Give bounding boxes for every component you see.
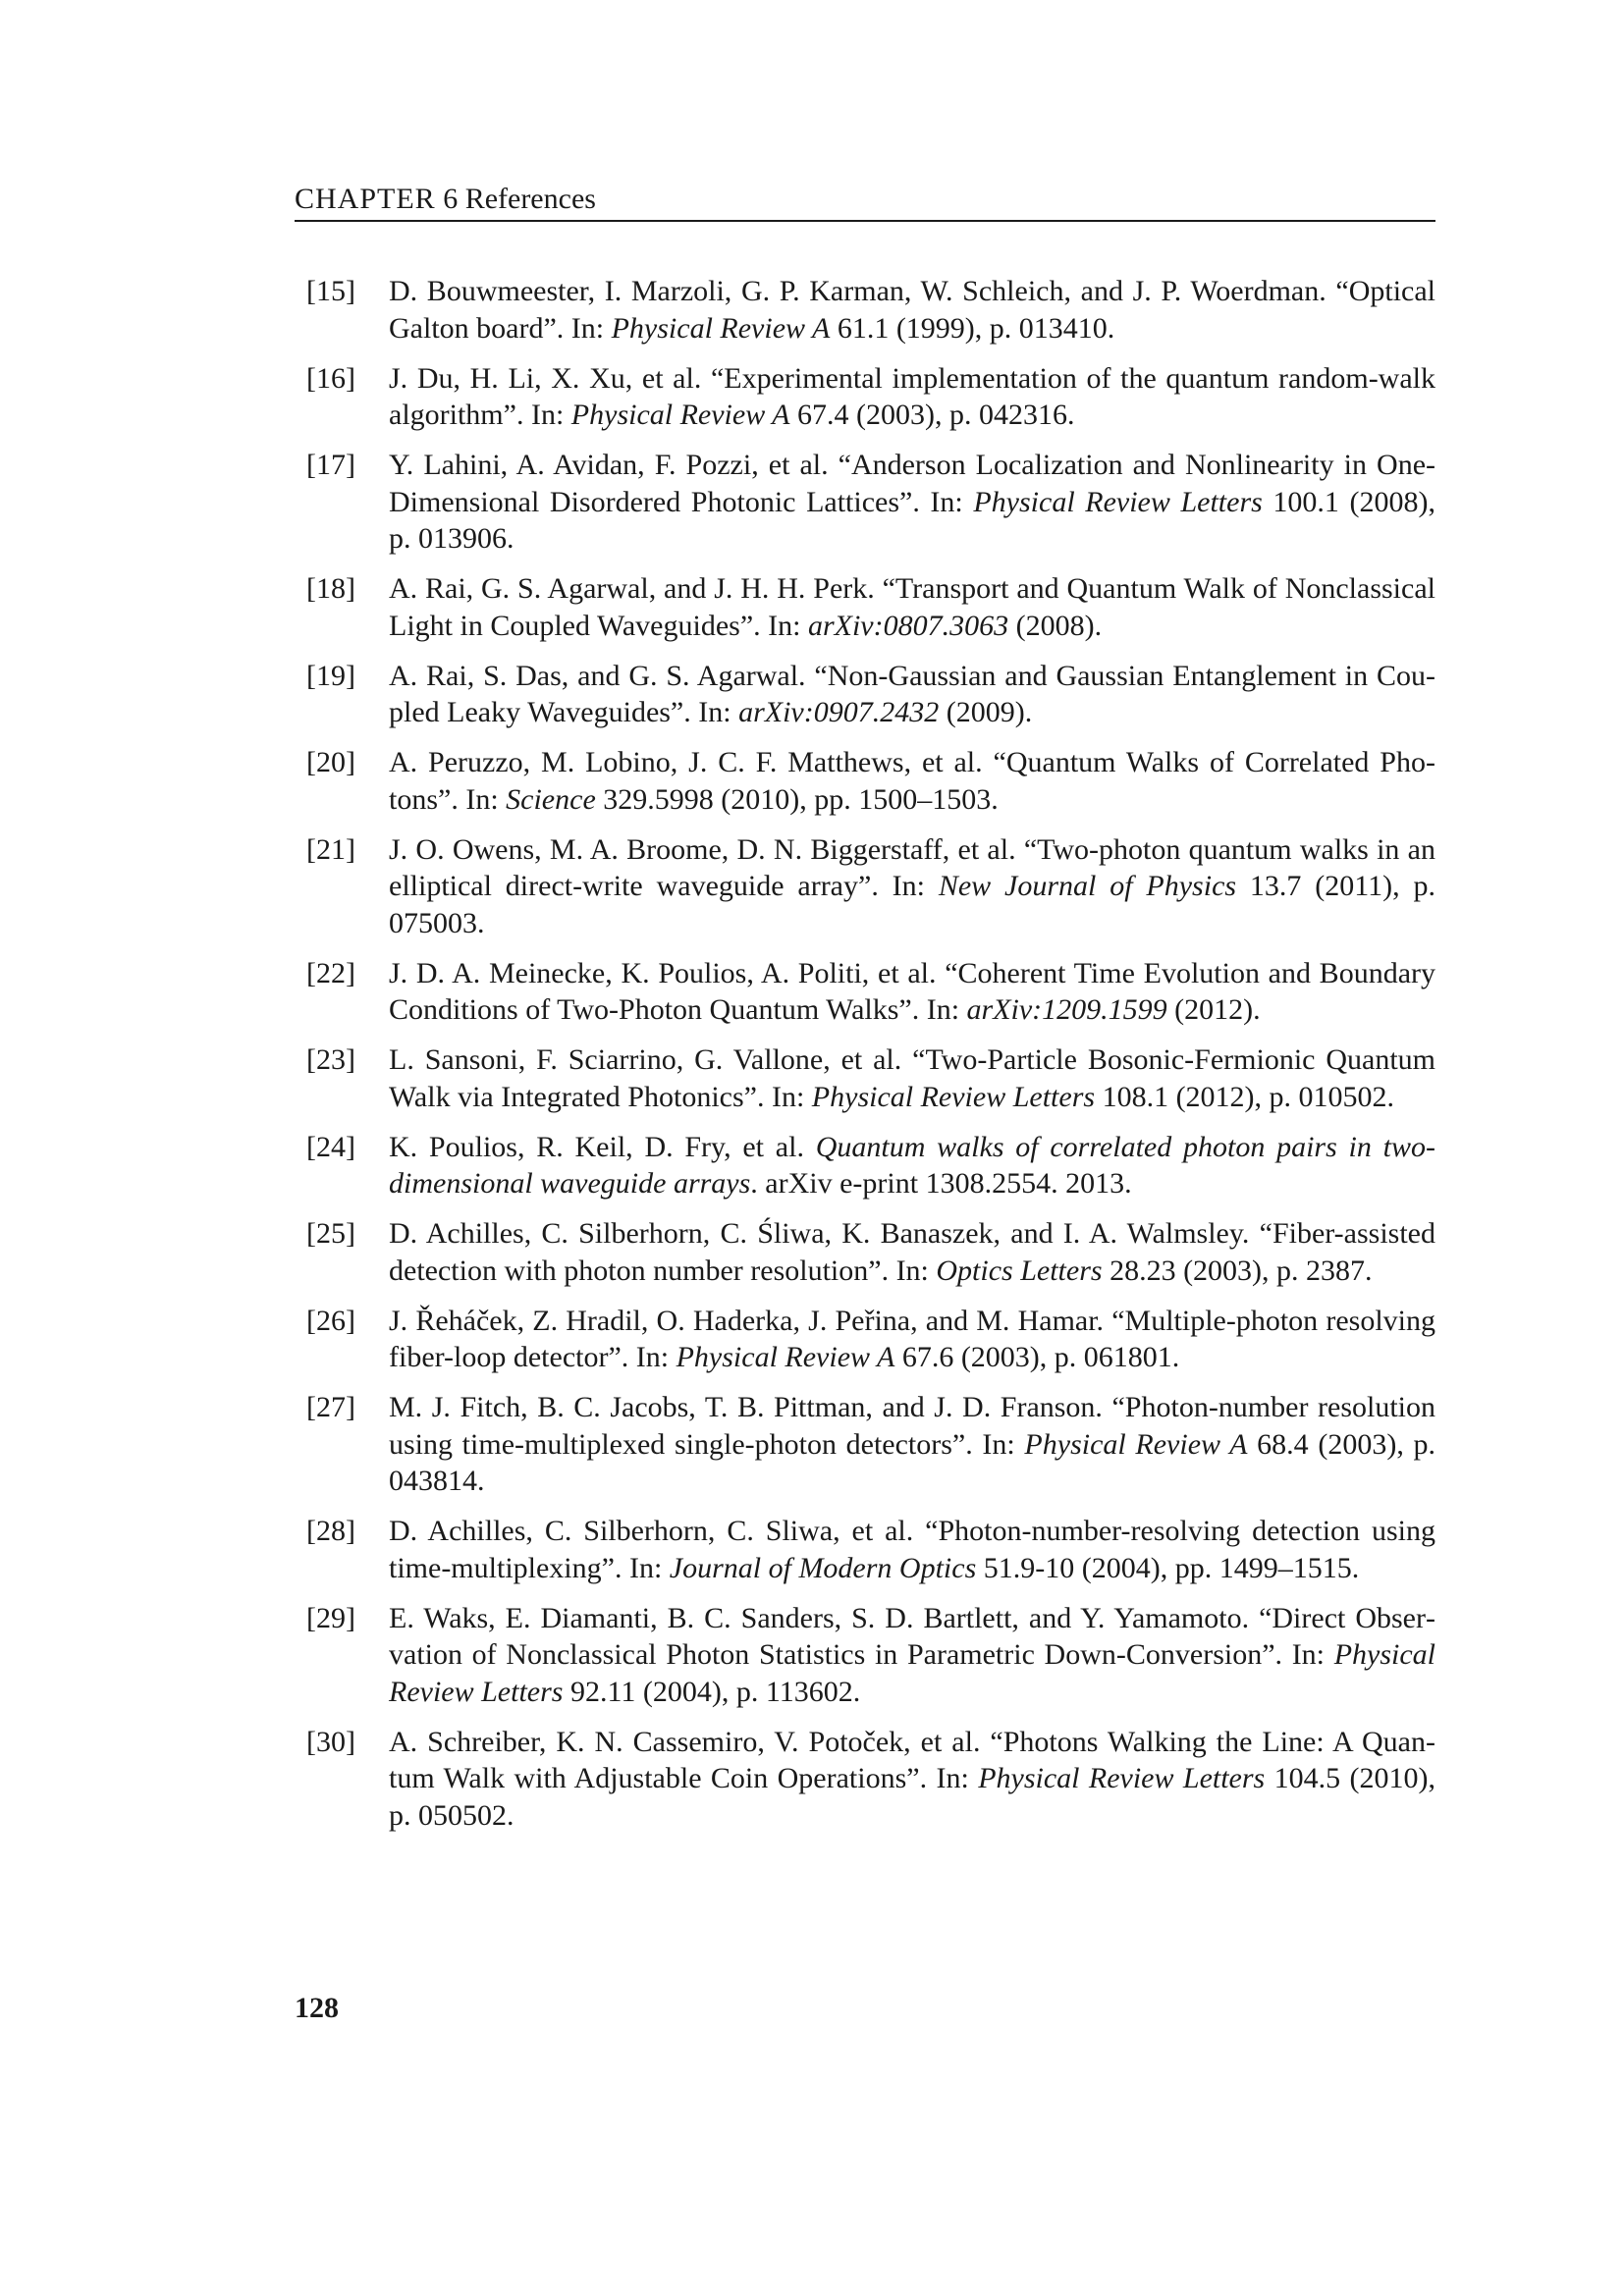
reference-venue: arXiv:0807.3063 [807, 609, 1009, 642]
reference-venue: Quantum walks of correlated photon pairs in two-dimensional waveguide arrays [389, 1130, 1435, 1200]
reference-venue: Journal of Modern Optics [669, 1551, 977, 1584]
reference-text: L. Sansoni, F. Sciarrino, G. Vallone, et al. “Two-Particle Bosonic-Fermionic Quantum Walk via Integrated Photonics”. In: Physical Review Letters 108.1 (2012), p. 010502. [389, 1043, 1435, 1113]
reference-item [295, 1215, 1435, 1289]
reference-text: K. Poulios, R. Keil, D. Fry, et al. Quantum walks of correlated photon pairs in two-dimensional waveguide arrays. arXiv e-print 1308.2554. 2013. [389, 1130, 1435, 1200]
reference-venue: Science [506, 782, 596, 816]
reference-item [295, 658, 1435, 731]
reference-text: D. Bouwmeester, I. Marzoli, G. P. Karman, W. Schleich, and J. P. Woerdman. “Optical Galton board”. In: Physical Review A 61.1 (1999), p. 013410. [389, 275, 1435, 345]
reference-item [295, 1041, 1435, 1115]
reference-item [295, 955, 1435, 1029]
reference-item [295, 1724, 1435, 1835]
reference-venue: Physical Review Letters [389, 1638, 1435, 1708]
reference-item [295, 447, 1435, 558]
reference-number: [20] [306, 746, 355, 778]
reference-number: [28] [306, 1515, 355, 1547]
reference-list [295, 273, 1435, 1847]
reference-item [295, 570, 1435, 644]
reference-venue: Physical Review Letters [978, 1762, 1266, 1794]
reference-text: J. O. Owens, M. A. Broome, D. N. Biggerstaff, et al. “Two-photon quantum walks in an elliptical direct-write waveguide array”. In: New Journal of Physics 13.7 (2011), p. 075003. [389, 832, 1435, 939]
reference-number: [29] [306, 1601, 355, 1634]
reference-text: A. Peruzzo, M. Lobino, J. C. F. Matthews, et al. “Quantum Walks of Correlated Photons”. In: Science 329.5998 (2010), pp. 1500–1503. [389, 746, 1435, 816]
section-title: References [464, 183, 596, 215]
reference-number: [26] [306, 1304, 355, 1337]
reference-number: [25] [306, 1217, 355, 1250]
reference-venue: Physical Review A [1024, 1427, 1248, 1461]
reference-venue: Physical Review A [611, 311, 831, 345]
reference-item [295, 1303, 1435, 1376]
reference-text: E. Waks, E. Diamanti, B. C. Sanders, S. D. Bartlett, and Y. Yamamoto. “Direct Observation of Nonclassical Photon Statistics in Parametric Down-Conversion”. In: Physical Review Letters 92.11 (2004), p. 113602. [389, 1601, 1435, 1708]
reference-item [295, 1389, 1435, 1500]
reference-number: [16] [306, 361, 355, 395]
reference-text: D. Achilles, C. Silberhorn, C. Śliwa, K. Banaszek, and I. A. Walmsley. “Fiber-assisted detection with photon number resolution”. In: Optics Letters 28.23 (2003), p. 2387. [389, 1217, 1435, 1287]
chapter-label: CHAPTER [295, 183, 436, 215]
reference-text: J. D. A. Meinecke, K. Poulios, A. Politi, et al. “Coherent Time Evolution and Boundary Conditions of Two-Photon Quantum Walks”. In: arXiv:1209.1599 (2012). [389, 956, 1435, 1026]
reference-venue: arXiv:1209.1599 [966, 993, 1167, 1026]
reference-venue: arXiv:0907.2432 [738, 696, 940, 728]
page-number: 128 [295, 1992, 339, 2024]
reference-number: [27] [306, 1391, 355, 1423]
reference-venue: Physical Review Letters [973, 485, 1263, 518]
reference-text: J. Du, H. Li, X. Xu, et al. “Experimental implementation of the quantum random-walk algorithm”. In: Physical Review A 67.4 (2003), p. 042316. [389, 361, 1435, 431]
reference-item [295, 1129, 1435, 1202]
chapter-number: 6 [443, 183, 459, 215]
reference-venue: Optics Letters [936, 1254, 1103, 1287]
reference-venue: Physical Review Letters [811, 1080, 1096, 1113]
reference-item [295, 273, 1435, 347]
reference-venue: Physical Review A [676, 1341, 895, 1373]
reference-number: [21] [306, 832, 355, 866]
reference-item [295, 1600, 1435, 1711]
reference-number: [23] [306, 1043, 355, 1076]
running-header [295, 179, 1435, 222]
reference-item [295, 1513, 1435, 1586]
reference-number: [30] [306, 1725, 355, 1758]
reference-text: J. Řeháček, Z. Hradil, O. Haderka, J. Peřina, and M. Hamar. “Multiple-photon resolving fiber-loop detector”. In: Physical Review A 67.6 (2003), p. 061801. [389, 1304, 1435, 1373]
reference-text: A. Rai, S. Das, and G. S. Agarwal. “Non-Gaussian and Gaussian Entanglement in Coupled Leaky Waveguides”. In: arXiv:0907.2432 (2009). [389, 659, 1435, 728]
reference-text: A. Schreiber, K. N. Cassemiro, V. Potoček, et al. “Photons Walking the Line: A Quantum Walk with Adjustable Coin Operations”. In: Physical Review Letters 104.5 (2010), p. 050502. [389, 1725, 1435, 1832]
reference-text: D. Achilles, C. Silberhorn, C. Sliwa, et al. “Photon-number-resolving detection using time-multiplexing”. In: Journal of Modern Optics 51.9-10 (2004), pp. 1499–1515. [389, 1515, 1435, 1584]
reference-number: [18] [306, 572, 355, 605]
reference-text: Y. Lahini, A. Avidan, F. Pozzi, et al. “Anderson Localization and Nonlinearity in One-Dimensional Disordered Photonic Lattices”. In: Physical Review Letters 100.1 (2008), p. 013906. [389, 449, 1435, 555]
reference-venue: New Journal of Physics [938, 870, 1237, 902]
reference-number: [24] [306, 1130, 355, 1163]
reference-item [295, 360, 1435, 434]
reference-venue: Physical Review A [570, 399, 790, 431]
reference-item [295, 744, 1435, 818]
reference-text: M. J. Fitch, B. C. Jacobs, T. B. Pittman, and J. D. Franson. “Photon-number resolution using time-multiplexed single-photon detectors”. In: Physical Review A 68.4 (2003), p. 043814. [389, 1391, 1435, 1497]
reference-item [295, 831, 1435, 942]
reference-number: [17] [306, 449, 355, 481]
reference-text: A. Rai, G. S. Agarwal, and J. H. H. Perk. “Transport and Quantum Walk of Nonclassical Light in Coupled Waveguides”. In: arXiv:0807.3063 (2008). [389, 572, 1435, 642]
reference-number: [22] [306, 956, 355, 989]
reference-number: [15] [306, 275, 355, 307]
reference-number: [19] [306, 659, 355, 692]
